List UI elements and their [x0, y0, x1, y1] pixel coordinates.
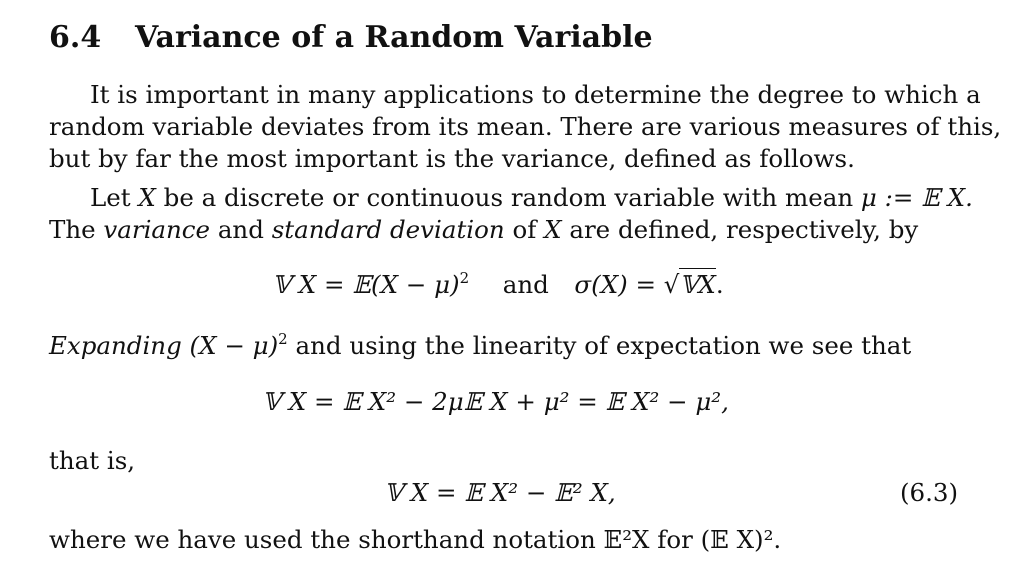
std-def-end: . — [715, 270, 724, 299]
paragraph2-line1 — [90, 183, 973, 212]
paragraph1-line3: but by far the most important is the variance, defined as follows. — [49, 144, 855, 173]
variance-def-exp: 2 — [459, 269, 470, 287]
p2-and: and — [217, 215, 264, 244]
p2-rest: are defined, respectively, by — [569, 215, 919, 244]
equation-number: (6.3) — [900, 478, 959, 507]
section-title: Variance of a Random Variable — [135, 20, 653, 55]
p2-the: The — [49, 215, 96, 244]
term-variance: variance — [103, 215, 211, 244]
variance-def: 𝕍 X = 𝔼(X − μ) — [272, 270, 460, 299]
std-def: σ(X) = √ — [574, 270, 680, 299]
term-standard-deviation: standard deviation — [271, 215, 505, 244]
expanding-pre: Expanding (X − μ) — [49, 331, 279, 360]
p2-var-x2: X — [544, 215, 562, 244]
paragraph2-line2 — [49, 215, 919, 244]
expanding-exp: 2 — [278, 330, 288, 348]
p2-var-x: X — [138, 183, 156, 212]
expanding-line — [49, 330, 912, 360]
that-is-text: that is, — [49, 446, 136, 475]
p2-of: of — [512, 215, 537, 244]
display-equation-3: 𝕍 X = 𝔼 X² − 𝔼² X, — [384, 478, 616, 507]
p2-mean-def: μ := 𝔼 X. — [860, 183, 973, 212]
display-equation-1 — [272, 269, 724, 299]
section-number: 6.4 — [49, 20, 102, 55]
display-equation-2: 𝕍 X = 𝔼 X² − 2μ𝔼 X + μ² = 𝔼 X² − μ², — [262, 387, 729, 416]
expanding-post: and using the linearity of expectation we see that — [295, 331, 912, 360]
std-def-radicand: 𝕍X — [679, 270, 716, 299]
paragraph1-line2: random variable deviates from its mean. There are various measures of this, — [49, 112, 1002, 141]
paragraph1-line1: It is important in many applications to determine the degree to which a — [90, 80, 981, 109]
display1-and: and — [502, 270, 549, 299]
p2-mid: be a discrete or continuous random variable with mean — [163, 183, 854, 212]
final-line: where we have used the shorthand notation 𝔼²X for (𝔼 X)². — [49, 525, 782, 554]
section-heading — [49, 20, 653, 55]
p2-let: Let — [90, 183, 131, 212]
